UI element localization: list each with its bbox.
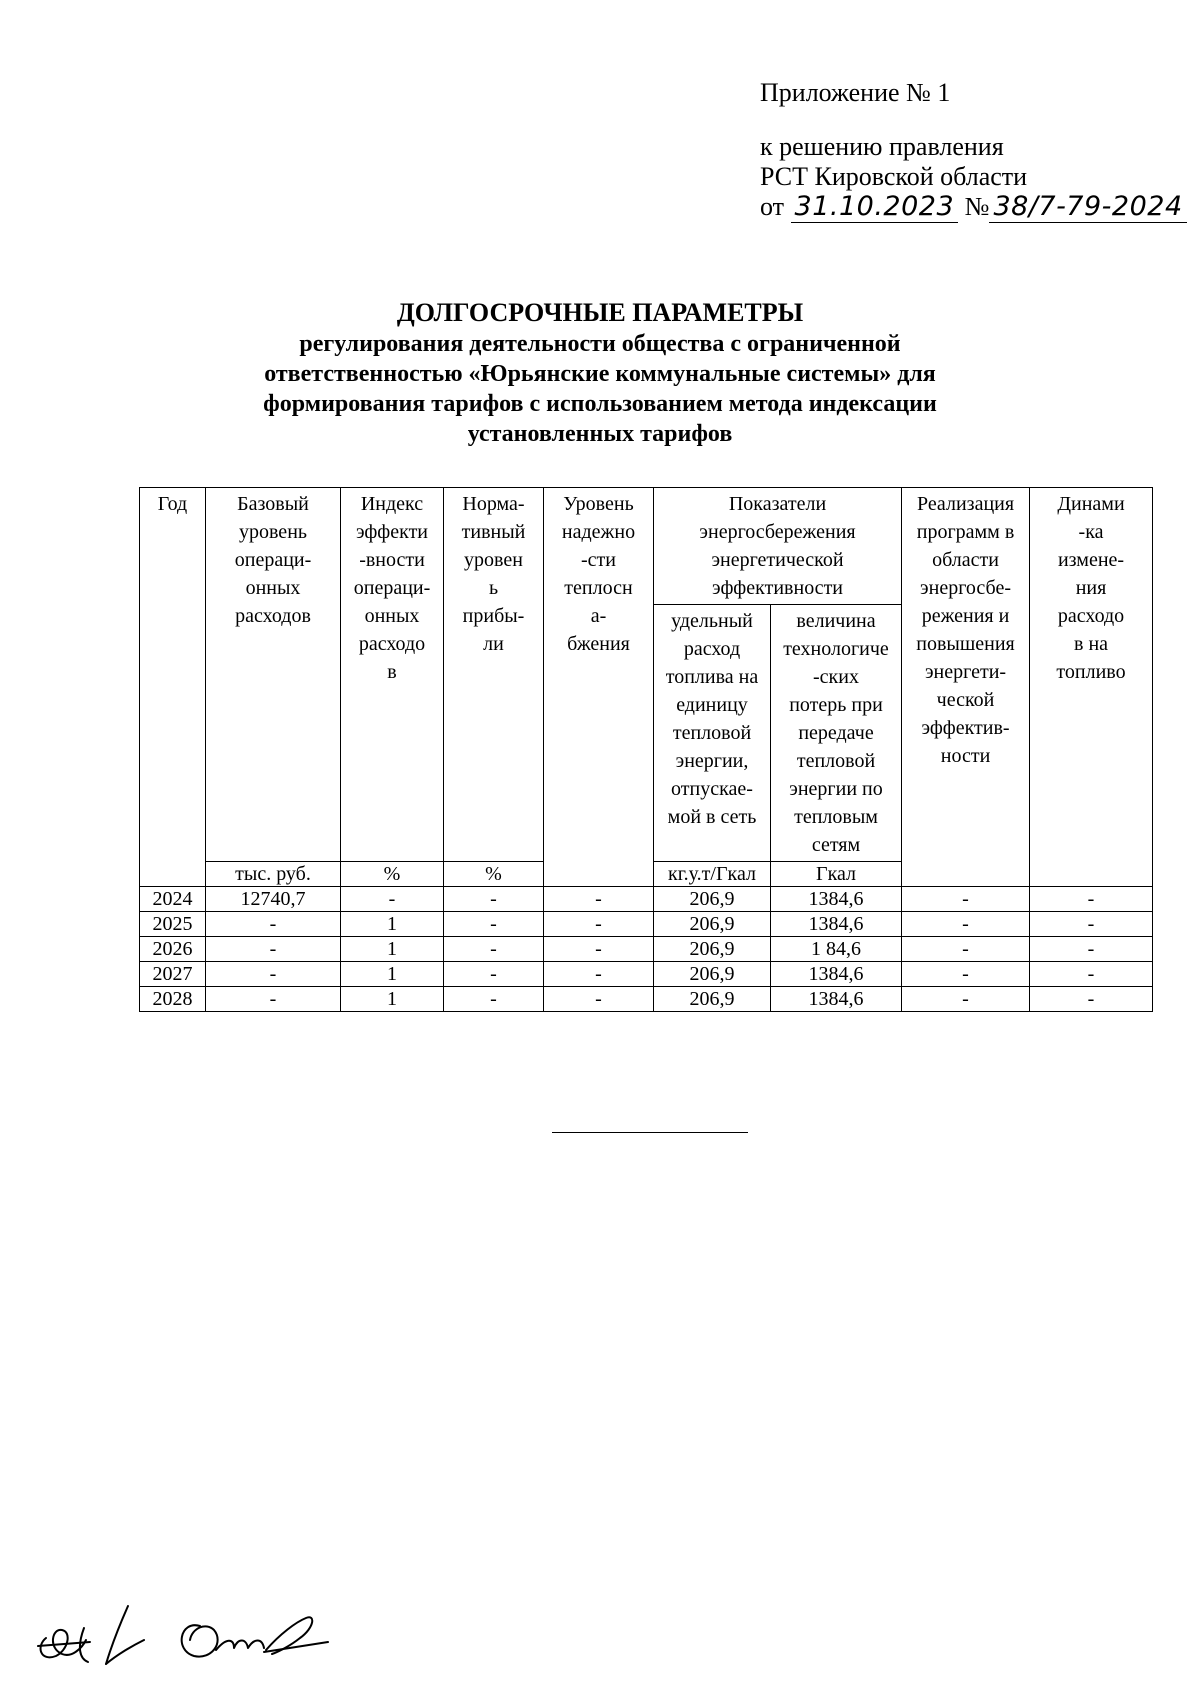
cell-normative-profit: - xyxy=(444,987,544,1012)
header-tech-losses xyxy=(771,605,902,862)
cell-tech-losses: 1384,6 xyxy=(771,912,902,937)
document-subtitle-line: формирования тарифов с использованием метода индексации xyxy=(263,391,937,417)
header-text-line: удельный xyxy=(671,610,753,632)
header-year xyxy=(140,488,206,887)
cell-base-opex: - xyxy=(206,912,341,937)
header-text-line: потерь при xyxy=(789,694,883,716)
header-normative-profit xyxy=(444,488,544,862)
cell-base-opex: 12740,7 xyxy=(206,887,341,912)
document-title: ДОЛГОСРОЧНЫЕ ПАРАМЕТРЫ xyxy=(396,298,804,327)
cell-efficiency-index: - xyxy=(341,887,444,912)
header-text-line: уровень xyxy=(238,521,308,543)
cell-reliability: - xyxy=(544,937,654,962)
cell-normative-profit: - xyxy=(444,887,544,912)
cell-reliability: - xyxy=(544,962,654,987)
header-text-line: онных xyxy=(245,577,301,599)
header-text-line: расход xyxy=(683,638,741,660)
cell-year: 2024 xyxy=(140,887,206,912)
header-text-line: передаче xyxy=(798,722,874,744)
header-base-opex xyxy=(206,488,341,862)
cell-programs: - xyxy=(902,912,1030,937)
annex-handwritten-number: 38/7-79-2024 xyxy=(989,191,1186,223)
cell-reliability: - xyxy=(544,987,654,1012)
header-text-line: -сти xyxy=(581,549,616,571)
header-efficiency-index xyxy=(341,488,444,862)
header-text-line: Показатели xyxy=(728,493,827,515)
annex-date-number-line xyxy=(760,192,1187,222)
unit-efficiency-index: % xyxy=(341,862,444,887)
cell-year: 2027 xyxy=(140,962,206,987)
header-text-line: эффективности xyxy=(712,577,844,599)
header-text-line: уровен xyxy=(464,549,523,571)
header-text-line: энергии, xyxy=(675,750,749,772)
table-row xyxy=(140,887,1153,912)
cell-programs: - xyxy=(902,937,1030,962)
cell-normative-profit: - xyxy=(444,937,544,962)
cell-base-opex: - xyxy=(206,937,341,962)
annex-decision-line: к решению правления xyxy=(760,132,1004,161)
annex-title: Приложение № 1 xyxy=(760,78,951,107)
table-row xyxy=(140,987,1153,1012)
header-text-line: повышения xyxy=(916,633,1015,655)
cell-fuel-dynamics: - xyxy=(1030,987,1153,1012)
header-text-line: а- xyxy=(590,605,607,627)
cell-fuel-dynamics: - xyxy=(1030,912,1153,937)
cell-fuel-rate: 206,9 xyxy=(654,937,771,962)
table-row xyxy=(140,962,1153,987)
header-text-line: Динами xyxy=(1057,493,1125,515)
header-text-line: эффектив- xyxy=(921,717,1010,739)
cell-normative-profit: - xyxy=(444,962,544,987)
header-text-line: энергетической xyxy=(711,549,844,571)
document-heading xyxy=(140,297,1060,449)
header-text-line: ь xyxy=(488,577,499,599)
header-text-line: топливо xyxy=(1056,661,1126,683)
table-row xyxy=(140,912,1153,937)
cell-fuel-dynamics: - xyxy=(1030,937,1153,962)
cell-fuel-rate: 206,9 xyxy=(654,987,771,1012)
header-text-line: Базовый xyxy=(237,493,309,515)
header-text-line: отпускае- xyxy=(671,778,753,800)
cell-base-opex: - xyxy=(206,987,341,1012)
cell-efficiency-index: 1 xyxy=(341,937,444,962)
header-text-line: надежно xyxy=(561,521,636,543)
header-text-line: технологиче xyxy=(783,638,889,660)
annex-authority-line: РСТ Кировской области xyxy=(760,162,1028,191)
header-text-line: теплосн xyxy=(564,577,633,599)
cell-year: 2028 xyxy=(140,987,206,1012)
header-text-line: в xyxy=(387,661,397,683)
header-text-line: тивный xyxy=(461,521,526,543)
header-reliability xyxy=(544,488,654,887)
cell-tech-losses: 1 84,6 xyxy=(771,937,902,962)
parameters-table xyxy=(139,487,1153,1012)
cell-efficiency-index: 1 xyxy=(341,962,444,987)
header-text-line: ности xyxy=(940,745,991,767)
cell-programs: - xyxy=(902,987,1030,1012)
header-text-line: прибы- xyxy=(462,605,525,627)
cell-fuel-dynamics: - xyxy=(1030,887,1153,912)
header-text-line: энергии по xyxy=(789,778,883,800)
header-text-line: Уровень xyxy=(563,493,634,515)
document-subtitle-line: регулирования деятельности общества с ограниченной xyxy=(299,331,901,357)
unit-normative-profit: % xyxy=(444,862,544,887)
header-text-line: топлива на xyxy=(665,666,759,688)
header-text-line: мой в сеть xyxy=(667,806,757,828)
header-text-line: бжения xyxy=(567,633,630,655)
header-text-line: области xyxy=(932,549,999,571)
header-energy-indicators xyxy=(654,488,902,605)
annex-handwritten-date: 31.10.2023 xyxy=(791,191,959,223)
header-row-top xyxy=(140,488,1153,605)
header-text-line: операци- xyxy=(234,549,312,571)
cell-fuel-dynamics: - xyxy=(1030,962,1153,987)
header-text-line: Реализация xyxy=(916,493,1015,515)
header-text-line: ческой xyxy=(936,689,995,711)
header-text-line: режения и xyxy=(921,605,1010,627)
header-text-line: эффекти xyxy=(355,521,429,543)
cell-efficiency-index: 1 xyxy=(341,912,444,937)
cell-tech-losses: 1384,6 xyxy=(771,962,902,987)
cell-programs: - xyxy=(902,887,1030,912)
header-text-line: Год xyxy=(157,493,188,515)
cell-fuel-rate: 206,9 xyxy=(654,887,771,912)
header-text-line: сетям xyxy=(811,834,861,856)
cell-base-opex: - xyxy=(206,962,341,987)
header-text-line: единицу xyxy=(676,694,748,716)
annex-from-label: от xyxy=(760,192,785,221)
header-text-line: энергосбе- xyxy=(920,577,1011,599)
document-subtitle-line: установленных тарифов xyxy=(467,421,733,447)
cell-tech-losses: 1384,6 xyxy=(771,887,902,912)
header-text-line: -ка xyxy=(1078,521,1104,543)
annex-number-label: № xyxy=(964,192,990,221)
header-text-line: измене- xyxy=(1057,549,1125,571)
unit-base-opex: тыс. руб. xyxy=(206,862,341,887)
annex-block xyxy=(760,78,1187,222)
header-text-line: тепловой xyxy=(796,750,876,772)
header-fuel-rate xyxy=(654,605,771,862)
cell-year: 2026 xyxy=(140,937,206,962)
cell-year: 2025 xyxy=(140,912,206,937)
header-text-line: энергосбережения xyxy=(699,521,856,543)
header-text-line: энергети- xyxy=(924,661,1007,683)
header-text-line: операци- xyxy=(353,577,431,599)
cell-programs: - xyxy=(902,962,1030,987)
header-text-line: ли xyxy=(483,633,504,655)
header-text-line: расходо xyxy=(1057,605,1125,627)
header-text-line: в на xyxy=(1074,633,1109,655)
header-text-line: Индекс xyxy=(360,493,424,515)
header-text-line: Норма- xyxy=(462,493,525,515)
header-text-line: расходо xyxy=(358,633,426,655)
header-text-line: тепловым xyxy=(794,806,878,828)
cell-reliability: - xyxy=(544,912,654,937)
cell-reliability: - xyxy=(544,887,654,912)
header-text-line: -вности xyxy=(359,549,425,571)
cell-normative-profit: - xyxy=(444,912,544,937)
header-fuel-dynamics xyxy=(1030,488,1153,887)
header-text-line: величина xyxy=(796,610,876,632)
header-text-line: тепловой xyxy=(672,722,752,744)
table-row xyxy=(140,937,1153,962)
header-text-line: расходов xyxy=(235,605,311,627)
header-text-line: ния xyxy=(1075,577,1107,599)
header-programs xyxy=(902,488,1030,887)
header-text-line: программ в xyxy=(916,521,1015,543)
cell-efficiency-index: 1 xyxy=(341,987,444,1012)
cell-tech-losses: 1384,6 xyxy=(771,987,902,1012)
header-text-line: -ских xyxy=(813,666,859,688)
cell-fuel-rate: 206,9 xyxy=(654,912,771,937)
end-divider xyxy=(552,1132,748,1133)
handwritten-signature xyxy=(28,1598,368,1670)
unit-tech-losses: Гкал xyxy=(771,862,902,887)
cell-fuel-rate: 206,9 xyxy=(654,962,771,987)
unit-fuel-rate: кг.у.т/Гкал xyxy=(654,862,771,887)
header-text-line: онных xyxy=(364,605,420,627)
document-subtitle-line: ответственностью «Юрьянские коммунальные системы» для xyxy=(264,361,936,387)
